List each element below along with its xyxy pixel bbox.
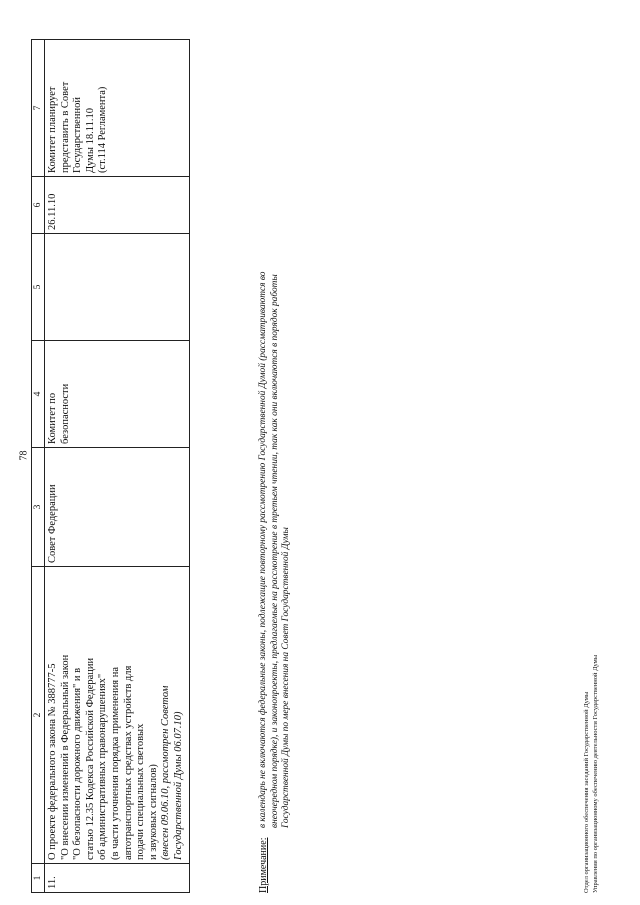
footer <box>583 655 600 893</box>
header-col-1: 1 <box>32 864 45 893</box>
spacer-cell <box>186 40 190 177</box>
bill-title-line: "О безопасности дорожного движения" и в <box>72 667 84 860</box>
header-col-7: 7 <box>32 40 45 177</box>
spacer-cell <box>186 234 190 341</box>
remark-line: внеочередном порядке), и законопроекты, предлагаемые на рассмотрение в третьем чтении, так как они включаются в порядок работы <box>269 274 280 828</box>
initiator-cell: Совет Федерации <box>45 448 186 567</box>
page-number: 78 <box>18 450 30 461</box>
spacer-cell <box>186 448 190 567</box>
bill-title-line: об административных правонарушениях" <box>97 673 109 860</box>
spacer-cell <box>186 567 190 864</box>
bill-title-line: и звуковых сигналов) <box>147 764 159 860</box>
plan-line: Государственной <box>72 97 84 173</box>
header-col-5: 5 <box>32 234 45 341</box>
bill-title-line: статью 12.35 Кодекса Российской Федерации <box>84 657 96 860</box>
table-row <box>45 40 186 893</box>
committee-plan-cell <box>45 40 186 177</box>
plan-line: (ст.114 Регламента) <box>97 86 109 173</box>
header-col-3: 3 <box>32 448 45 567</box>
header-row <box>32 40 45 893</box>
committee-line: безопасности <box>59 383 71 444</box>
col5-cell <box>45 234 186 341</box>
plan-line: представить в Совет <box>59 81 71 173</box>
rotated-page <box>0 3 610 893</box>
footer-line: Отдел организационного обеспечения заседаний Государственной Думы <box>583 691 590 893</box>
committee-cell <box>45 341 186 448</box>
remark-block <box>258 253 293 893</box>
introduced-note-line: (внесен 09.06.10, рассмотрен Советом <box>160 685 172 860</box>
spacer-cell <box>186 341 190 448</box>
table-bottom-spacer <box>186 40 190 893</box>
header-col-4: 4 <box>32 341 45 448</box>
remark-line: Государственной Думы по мере внесения на Совет Государственной Думы <box>281 527 291 828</box>
remark-line: в календарь не включаются федеральные законы, подлежащие повторному рассмотрению Государственной Думой (рассматриваются во <box>258 271 268 828</box>
calendar-table <box>31 39 190 893</box>
header-col-2: 2 <box>32 567 45 864</box>
header-col-6: 6 <box>32 177 45 234</box>
date-cell: 26.11.10 <box>45 177 186 234</box>
bill-title-line: автотранспортных средствах устройств для <box>122 665 134 860</box>
row-number: 11. <box>45 864 186 893</box>
committee-line: Комитет по <box>47 392 58 444</box>
bill-title-line: "О внесении изменений в Федеральный закон <box>59 654 71 860</box>
bill-title-line: (в части уточнения порядка применения на <box>109 666 121 860</box>
footer-line: Управления по организационному обеспечению деятельности Государственной Думы <box>591 654 599 893</box>
spacer-cell <box>186 177 190 234</box>
bill-title-cell <box>45 567 186 864</box>
remark-label: Примечание: <box>258 837 269 893</box>
bill-title-line: О проекте федерального закона № 388777-5 <box>47 663 58 860</box>
plan-line: Комитет планирует <box>47 86 58 173</box>
introduced-note-line: Государственной Думы 06.07.10) <box>172 711 184 860</box>
spacer-cell <box>186 864 190 893</box>
plan-line: Думы 18.11.10 <box>84 108 96 173</box>
remark-text <box>258 253 293 828</box>
bill-title-line: подачи специальных световых <box>135 723 147 860</box>
